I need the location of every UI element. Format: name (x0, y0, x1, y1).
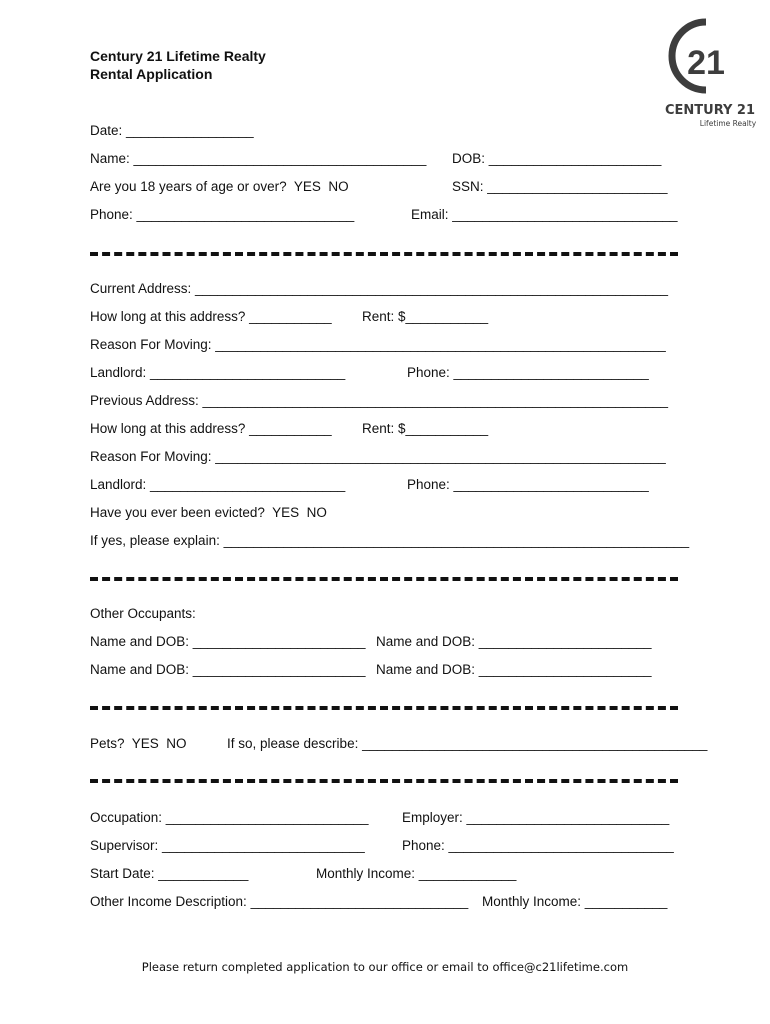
century21-logo (650, 14, 768, 132)
occupation-field[interactable]: Occupation: ___________________________ (90, 810, 369, 825)
previous-rent-field[interactable]: Rent: $___________ (362, 421, 489, 436)
current-landlord-phone-field[interactable]: Phone: __________________________ (407, 365, 649, 380)
evicted-explain-field[interactable]: If yes, please explain: ______________________________________________________________ (90, 533, 690, 548)
century21-logo-icon (650, 14, 768, 132)
pets-question[interactable]: Pets? YES NO (90, 736, 187, 751)
company-name: Century 21 Lifetime Realty (90, 48, 266, 64)
other-monthly-income-field[interactable]: Monthly Income: ___________ (482, 894, 668, 909)
section-divider (90, 252, 678, 256)
current-landlord-field[interactable]: Landlord: __________________________ (90, 365, 346, 380)
current-rent-field[interactable]: Rent: $___________ (362, 309, 489, 324)
current-reason-field[interactable]: Reason For Moving: ____________________________________________________________ (90, 337, 666, 352)
previous-how-long-field[interactable]: How long at this address? ___________ (90, 421, 332, 436)
other-income-description-field[interactable]: Other Income Description: _____________________________ (90, 894, 469, 909)
previous-landlord-field[interactable]: Landlord: __________________________ (90, 477, 346, 492)
previous-landlord-phone-field[interactable]: Phone: __________________________ (407, 477, 649, 492)
logo-brand: CENTURY 21 (664, 103, 756, 118)
evicted-question[interactable]: Have you ever been evicted? YES NO (90, 505, 327, 520)
date-field[interactable]: Date: _________________ (90, 123, 254, 138)
previous-reason-field[interactable]: Reason For Moving: ____________________________________________________________ (90, 449, 666, 464)
form-title: Rental Application (90, 66, 213, 82)
occupant-name-dob-field[interactable]: Name and DOB: _______________________ (90, 662, 366, 677)
dob-field[interactable]: DOB: _______________________ (452, 151, 662, 166)
section-divider (90, 706, 678, 710)
supervisor-field[interactable]: Supervisor: ___________________________ (90, 838, 365, 853)
occupant-name-dob-field[interactable]: Name and DOB: _______________________ (376, 634, 652, 649)
monthly-income-field[interactable]: Monthly Income: _____________ (316, 866, 517, 881)
age-question[interactable]: Are you 18 years of age or over? YES NO (90, 179, 349, 194)
section-divider (90, 577, 678, 581)
email-field[interactable]: Email: ______________________________ (411, 207, 678, 222)
footer-note: Please return completed application to our office or email to office@c21lifetime.com (141, 960, 629, 974)
current-address-field[interactable]: Current Address: _______________________________________________________________ (90, 281, 669, 296)
current-how-long-field[interactable]: How long at this address? ___________ (90, 309, 332, 324)
start-date-field[interactable]: Start Date: ____________ (90, 866, 249, 881)
other-occupants-heading: Other Occupants: (90, 606, 196, 621)
employer-phone-field[interactable]: Phone: ______________________________ (402, 838, 674, 853)
occupant-name-dob-field[interactable]: Name and DOB: _______________________ (90, 634, 366, 649)
section-divider (90, 779, 678, 783)
phone-field[interactable]: Phone: _____________________________ (90, 207, 355, 222)
employer-field[interactable]: Employer: ___________________________ (402, 810, 670, 825)
pets-describe-field[interactable]: If so, please describe: ______________________________________________ (227, 736, 708, 751)
name-field[interactable]: Name: _______________________________________ (90, 151, 427, 166)
logo-sub: Lifetime Realty (699, 119, 757, 128)
ssn-field[interactable]: SSN: ________________________ (452, 179, 668, 194)
occupant-name-dob-field[interactable]: Name and DOB: _______________________ (376, 662, 652, 677)
previous-address-field[interactable]: Previous Address: ______________________________________________________________ (90, 393, 669, 408)
logo-mark: 21 (687, 44, 725, 82)
